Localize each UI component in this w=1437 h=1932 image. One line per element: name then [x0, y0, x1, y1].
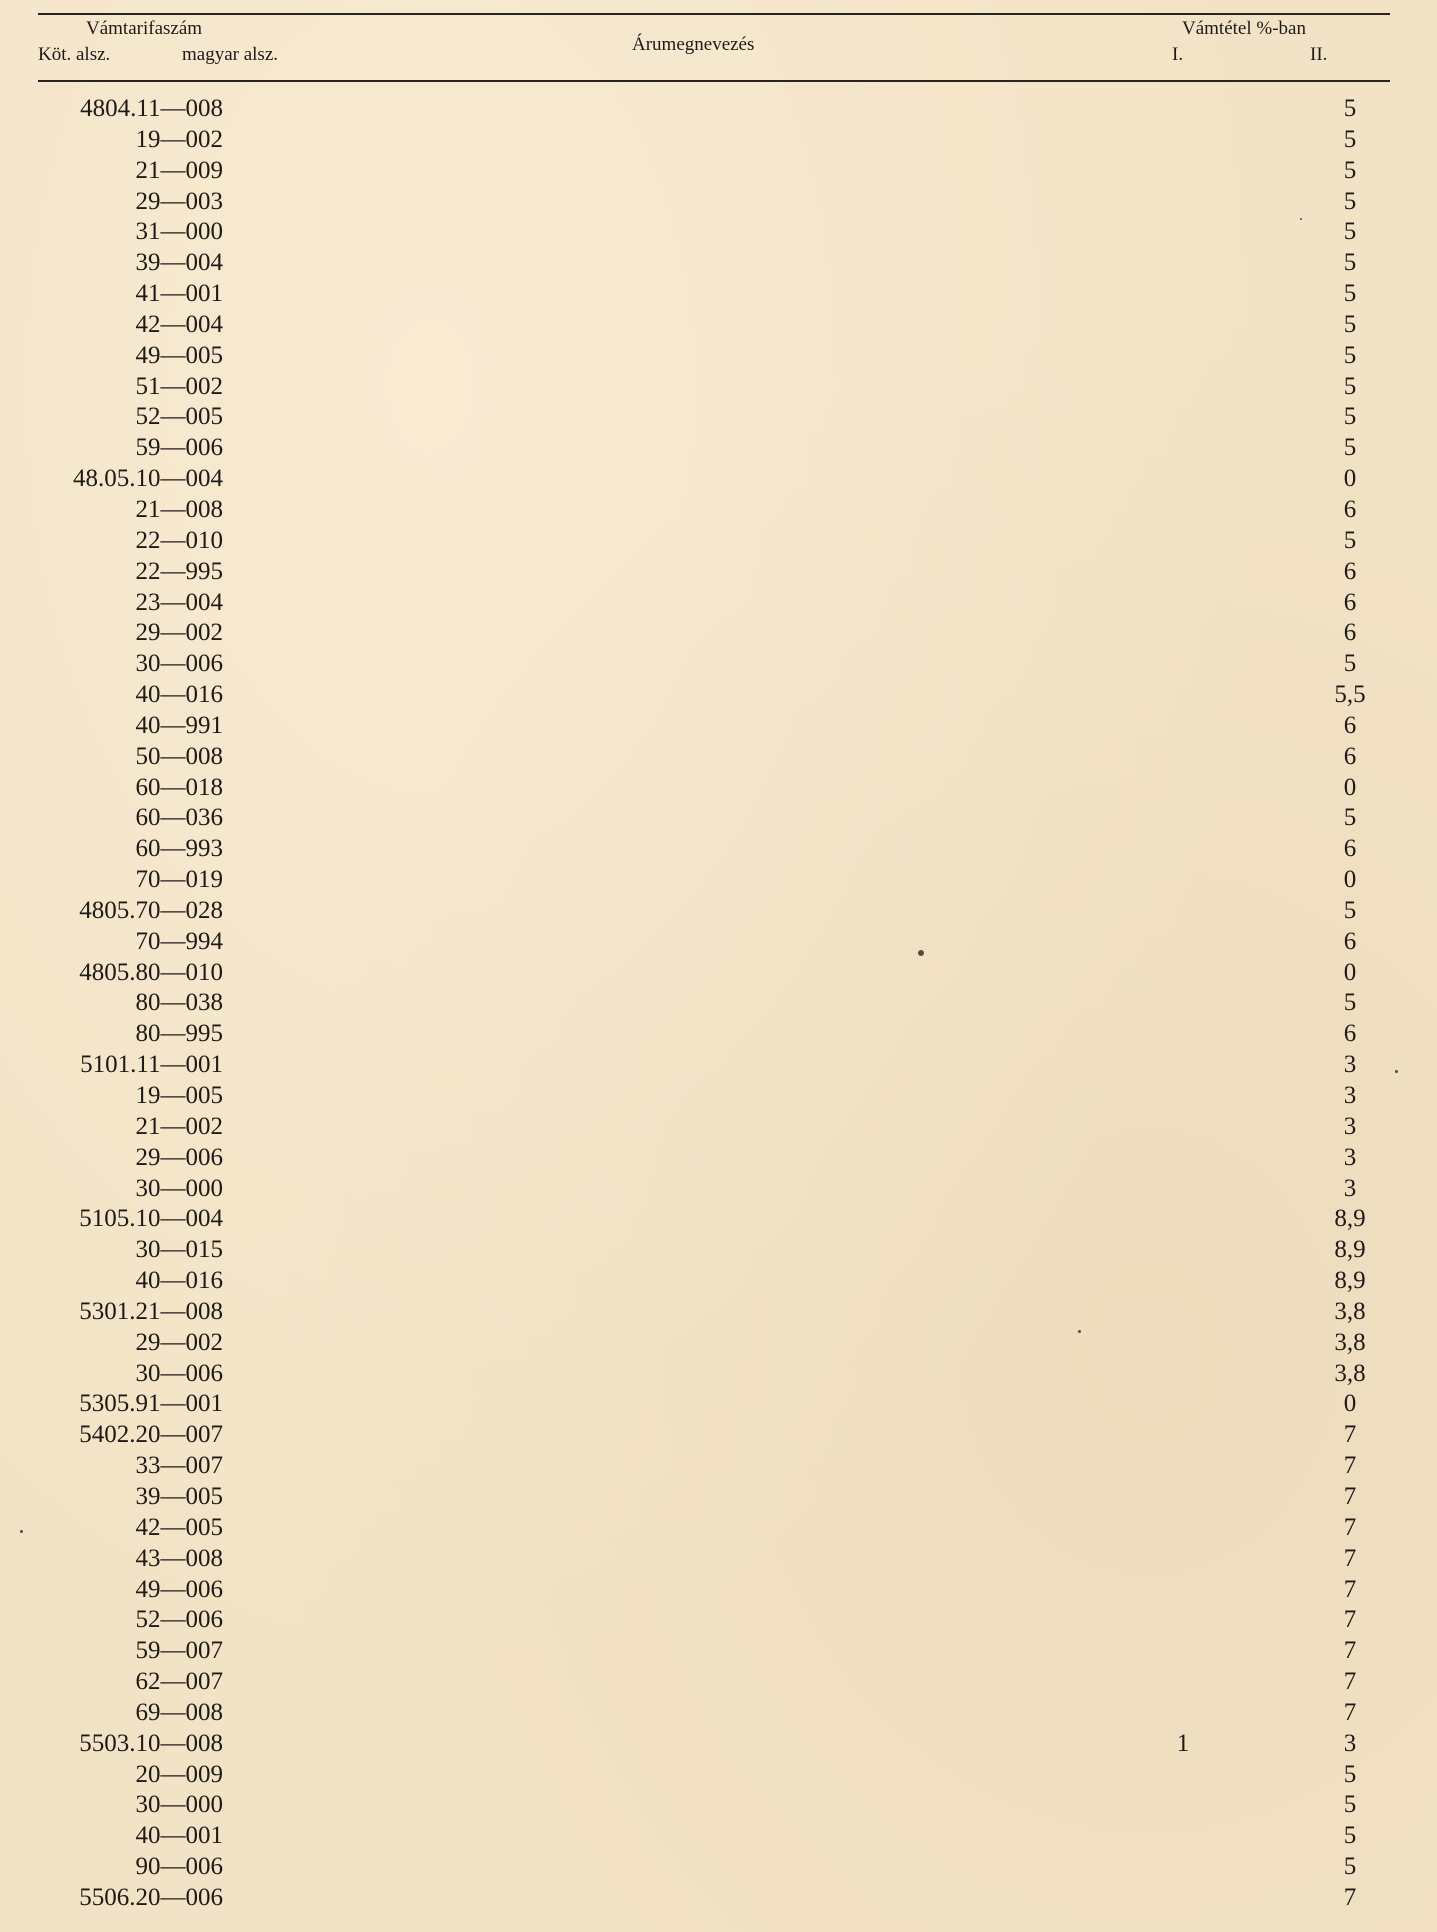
rate-col-2-value: 5: [1343, 249, 1357, 277]
rate-col-2-value: 5: [1343, 526, 1357, 554]
tariff-code: 60—993: [135, 835, 223, 863]
rate-col-2-value: 3: [1343, 1082, 1357, 1109]
tariff-code: 60—036: [135, 804, 223, 832]
table-row: [0, 988, 1437, 1019]
table-row: [0, 217, 1437, 248]
table-row: [0, 742, 1437, 773]
table-row: [0, 1266, 1437, 1297]
rate-col-2-value: 0: [1343, 1390, 1357, 1418]
tariff-code: 22—995: [135, 557, 223, 585]
rate-col-2-value: 3,8: [1334, 1297, 1366, 1325]
paper-speck: [1078, 1330, 1081, 1333]
tariff-code: 59—006: [135, 434, 223, 462]
header-rate-group: Vámtétel %-ban: [1182, 18, 1306, 39]
table-row: [0, 1852, 1437, 1883]
tariff-code: 49—005: [135, 341, 223, 369]
table-row: [0, 1204, 1437, 1235]
rate-col-2-value: 5: [1343, 1822, 1357, 1850]
tariff-code: 30—006: [135, 1359, 223, 1387]
table-row: [0, 1297, 1437, 1328]
tariff-code: 80—995: [135, 1020, 223, 1048]
paper-speck: [918, 950, 924, 956]
tariff-code: 52—006: [135, 1606, 223, 1634]
rate-col-2-value: 5: [1343, 156, 1357, 184]
rate-col-2-value: 3: [1343, 1051, 1357, 1079]
rate-col-2-value: 5: [1343, 218, 1357, 246]
rate-col-2-value: 3: [1343, 1112, 1357, 1140]
tariff-code: 90—006: [135, 1853, 223, 1881]
rate-col-2-value: 7: [1343, 1452, 1357, 1480]
rate-col-2-value: 5: [1343, 310, 1357, 338]
rate-col-2-value: 7: [1343, 1883, 1357, 1911]
tariff-code: 30—015: [135, 1236, 223, 1264]
rate-col-2-value: 6: [1343, 927, 1357, 955]
tariff-code: 4804.11—008: [80, 95, 223, 122]
table-row: [0, 1883, 1437, 1914]
table-row: [0, 1513, 1437, 1544]
table-row: [0, 1667, 1437, 1698]
table-row: [0, 1389, 1437, 1420]
paper-speck: [1395, 1070, 1398, 1073]
table-row: [0, 1050, 1437, 1081]
rate-col-2-value: 6: [1343, 835, 1357, 863]
rate-col-2-value: 7: [1343, 1544, 1357, 1572]
tariff-code: 40—991: [135, 711, 223, 739]
rate-col-2-value: 0: [1343, 958, 1357, 986]
rate-col-2-value: 5: [1343, 1791, 1357, 1819]
tariff-code: 5402.20—007: [79, 1421, 223, 1449]
table-row: [0, 1081, 1437, 1112]
rate-col-2-value: 7: [1343, 1575, 1357, 1603]
table-row: [0, 402, 1437, 433]
rate-col-2-value: 7: [1343, 1698, 1357, 1726]
rate-col-2-value: 3: [1343, 1143, 1357, 1171]
rate-col-2-value: 5: [1343, 187, 1357, 215]
rate-col-2-value: 0: [1343, 465, 1357, 493]
rate-col-2-value: 5: [1343, 403, 1357, 431]
table-row: [0, 588, 1437, 619]
rate-col-2-value: 5,5: [1334, 681, 1366, 709]
table-row: [0, 649, 1437, 680]
tariff-code: 70—019: [135, 866, 223, 894]
rate-col-2-value: 6: [1343, 619, 1357, 647]
table-row: [0, 1760, 1437, 1791]
tariff-code: 29—006: [135, 1143, 223, 1171]
rate-col-1-value: 1: [1176, 1729, 1190, 1757]
rate-col-2-value: 3: [1343, 1729, 1357, 1757]
table-row: [0, 958, 1437, 989]
rate-col-2-value: 6: [1343, 495, 1357, 523]
table-row: [0, 433, 1437, 464]
tariff-code: 48.05.10—004: [73, 465, 223, 493]
tariff-code: 19—002: [135, 125, 223, 153]
rate-col-2-value: 8,9: [1334, 1205, 1366, 1233]
tariff-code: 42—005: [135, 1513, 223, 1541]
table-row: [0, 125, 1437, 156]
rate-col-2-value: 6: [1343, 711, 1357, 739]
tariff-code: 59—007: [135, 1637, 223, 1665]
rate-col-2-value: 0: [1343, 866, 1357, 894]
header-code-sub-magyar: magyar alsz.: [182, 44, 279, 65]
rate-col-2-value: 5: [1343, 1853, 1357, 1881]
table-row: [0, 1235, 1437, 1266]
tariff-code: 39—004: [135, 249, 223, 277]
table-row: [0, 927, 1437, 958]
paper-speck: [1300, 218, 1302, 220]
tariff-code: 50—008: [135, 742, 223, 770]
table-row: [0, 1544, 1437, 1575]
table-row: [0, 1575, 1437, 1606]
tariff-code: 5301.21—008: [79, 1297, 223, 1325]
rate-col-2-value: 6: [1343, 742, 1357, 770]
rate-col-2-value: 6: [1343, 1020, 1357, 1048]
table-row: [0, 187, 1437, 218]
rate-col-2-value: 5: [1343, 1760, 1357, 1788]
rate-col-2-value: 0: [1343, 773, 1357, 801]
tariff-code: 5506.20—006: [79, 1883, 223, 1911]
header-description: Árumegnevezés: [632, 34, 755, 55]
tariff-code: 39—005: [135, 1482, 223, 1510]
table-row: [0, 1112, 1437, 1143]
table-row: [0, 464, 1437, 495]
rate-col-2-value: 5: [1343, 95, 1357, 122]
tariff-code: 30—006: [135, 650, 223, 678]
table-row: [0, 834, 1437, 865]
table-row: [0, 1143, 1437, 1174]
tariff-code: 40—001: [135, 1822, 223, 1850]
rate-col-2-value: 5: [1343, 372, 1357, 400]
table-row: [0, 310, 1437, 341]
header-code-sub-kot: Köt. alsz.: [38, 44, 111, 65]
header-rate-col-1: I.: [1172, 44, 1184, 65]
tariff-code: 51—002: [135, 372, 223, 400]
tariff-code: 62—007: [135, 1668, 223, 1696]
tariff-code: 29—002: [135, 1328, 223, 1356]
tariff-code: 42—004: [135, 310, 223, 338]
table-row: [0, 1821, 1437, 1852]
table-row: [0, 1451, 1437, 1482]
tariff-code: 60—018: [135, 773, 223, 801]
tariff-code: 5105.10—004: [79, 1205, 223, 1233]
tariff-code: 30—000: [135, 1791, 223, 1819]
tariff-code: 29—003: [135, 187, 223, 215]
table-row: [0, 156, 1437, 187]
tariff-code: 5101.11—001: [80, 1051, 223, 1079]
table-row: [0, 803, 1437, 834]
rate-col-2-value: 3: [1343, 1174, 1357, 1202]
tariff-code: 30—000: [135, 1174, 223, 1202]
table-row: [0, 495, 1437, 526]
header-rate-col-2: II.: [1310, 44, 1328, 65]
table-row: [0, 1019, 1437, 1050]
rate-col-2-value: 5: [1343, 896, 1357, 924]
rate-col-2-value: 3,8: [1334, 1359, 1366, 1387]
tariff-code: 4805.70—028: [79, 896, 223, 924]
rate-col-2-value: 5: [1343, 280, 1357, 308]
table-row: [0, 1698, 1437, 1729]
tariff-code: 19—005: [135, 1082, 223, 1109]
rate-col-2-value: 6: [1343, 588, 1357, 616]
header-bottom-rule: [38, 80, 1390, 82]
table-row: [0, 557, 1437, 588]
rate-col-2-value: 5: [1343, 434, 1357, 462]
tariff-code: 80—038: [135, 989, 223, 1017]
tariff-code: 40—016: [135, 681, 223, 709]
table-row: [0, 1790, 1437, 1821]
tariff-code: 29—002: [135, 619, 223, 647]
table-row: [0, 1328, 1437, 1359]
tariff-code: 43—008: [135, 1544, 223, 1572]
rate-col-2-value: 7: [1343, 1421, 1357, 1449]
tariff-code: 4805.80—010: [79, 958, 223, 986]
rate-col-2-value: 5: [1343, 989, 1357, 1017]
table-row: [0, 94, 1437, 125]
tariff-code: 69—008: [135, 1698, 223, 1726]
rate-col-2-value: 6: [1343, 557, 1357, 585]
table-row: [0, 711, 1437, 742]
table-row: [0, 1605, 1437, 1636]
tariff-code: 21—009: [135, 156, 223, 184]
tariff-code: 5503.10—008: [79, 1729, 223, 1757]
rate-col-2-value: 7: [1343, 1482, 1357, 1510]
rate-col-2-value: 3,8: [1334, 1328, 1366, 1356]
table-row: [0, 865, 1437, 896]
rate-col-2-value: 5: [1343, 341, 1357, 369]
table-row: [0, 1359, 1437, 1390]
tariff-code: 21—002: [135, 1112, 223, 1140]
table-row: [0, 1636, 1437, 1667]
table-row: [0, 1729, 1437, 1760]
rate-col-2-value: 7: [1343, 1637, 1357, 1665]
rate-col-2-value: 7: [1343, 1668, 1357, 1696]
tariff-code: 20—009: [135, 1760, 223, 1788]
table-row: [0, 1482, 1437, 1513]
rate-col-2-value: 7: [1343, 1513, 1357, 1541]
tariff-code: 5305.91—001: [79, 1390, 223, 1418]
tariff-code: 52—005: [135, 403, 223, 431]
table-row: [0, 896, 1437, 927]
tariff-code: 21—008: [135, 495, 223, 523]
table-row: [0, 1420, 1437, 1451]
rate-col-2-value: 8,9: [1334, 1236, 1366, 1264]
table-row: [0, 279, 1437, 310]
table-row: [0, 341, 1437, 372]
table-row: [0, 526, 1437, 557]
header-top-rule: [38, 13, 1390, 15]
rate-col-2-value: 5: [1343, 650, 1357, 678]
tariff-code: 70—994: [135, 927, 223, 955]
tariff-code: 41—001: [135, 280, 223, 308]
rate-col-2-value: 8,9: [1334, 1267, 1366, 1295]
table-row: [0, 1174, 1437, 1205]
table-row: [0, 372, 1437, 403]
header-code-group: Vámtarifaszám: [86, 18, 203, 39]
tariff-code: 33—007: [135, 1452, 223, 1480]
tariff-table-body: [0, 94, 1437, 1914]
rate-col-2-value: 5: [1343, 125, 1357, 153]
tariff-code: 49—006: [135, 1575, 223, 1603]
table-row: [0, 618, 1437, 649]
tariff-code: 22—010: [135, 526, 223, 554]
tariff-code: 40—016: [135, 1267, 223, 1295]
tariff-code: 23—004: [135, 588, 223, 616]
rate-col-2-value: 5: [1343, 804, 1357, 832]
rate-col-2-value: 7: [1343, 1606, 1357, 1634]
table-row: [0, 680, 1437, 711]
tariff-code: 31—000: [135, 218, 223, 246]
paper-speck: [20, 1530, 23, 1533]
table-row: [0, 248, 1437, 279]
table-row: [0, 773, 1437, 804]
